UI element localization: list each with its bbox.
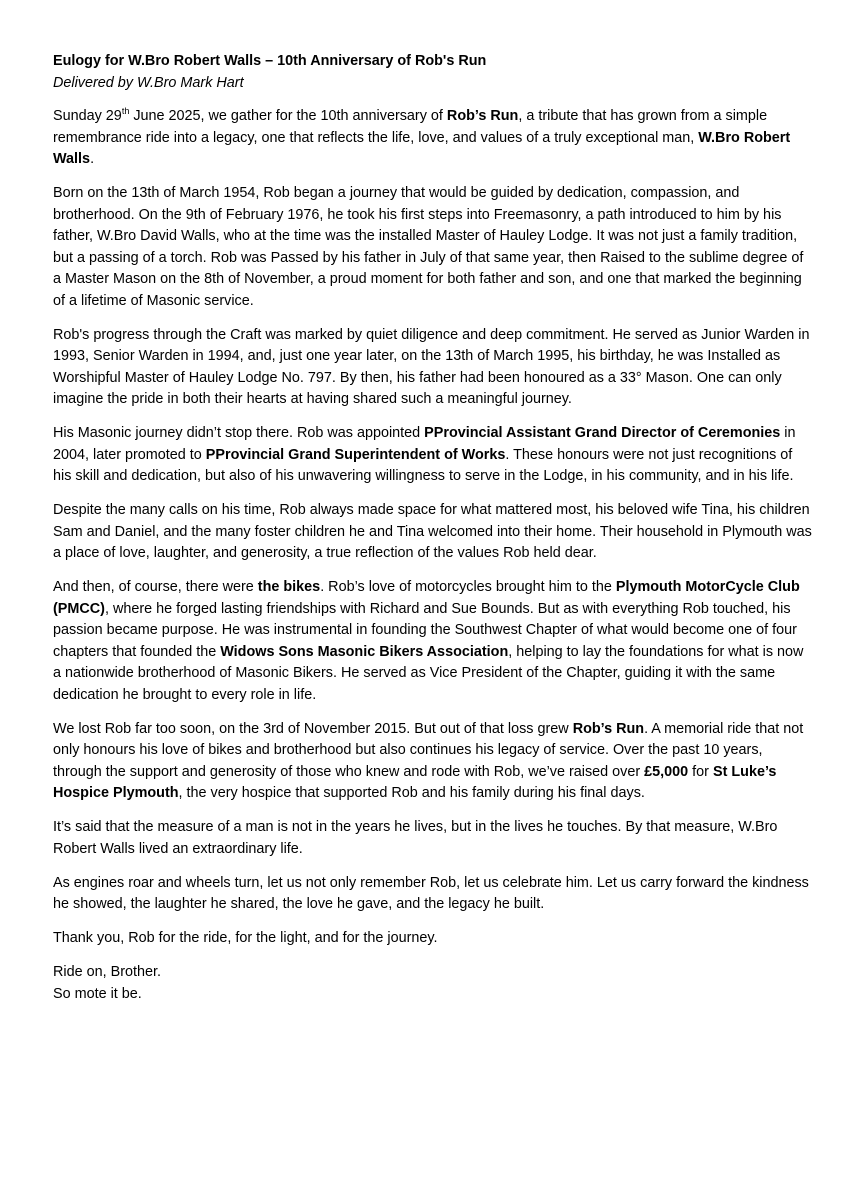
paragraph-measure: It’s said that the measure of a man is not in the years he lives, but in the lives he touches. By that measure, W.Bro Robert Walls lived an extraordinary life. [53, 819, 778, 857]
bikes-bold-widows-sons: Widows Sons Masonic Bikers Association [220, 643, 509, 660]
bikes-text-c: , where he forged lasting friendships with Richard and Sue Bounds. But as with everything Rob touched, his passion became purpose. He was instrumental in founding the Southwest Chapter of what would become one of four chapters that founded the [53, 600, 797, 660]
closing-line-1: Ride on, Brother. [53, 964, 161, 980]
honours-text-b: in 2004, later promoted to [53, 425, 796, 463]
honours-bold-director: PProvincial Assistant Grand Director of Ceremonies [424, 425, 781, 441]
intro-superscript: th [121, 106, 130, 117]
bikes-text-d: , helping to lay the foundations for what is now a nationwide brotherhood of Masonic Bikers. He served as Vice President of the Chapter, guiding it with the same dedication he brought to every role in life. [53, 643, 804, 703]
eulogy-document [53, 51, 813, 1005]
bikes-bold-pmcc: Plymouth MotorCycle Club (PMCC) [53, 579, 800, 617]
paragraph-family: Despite the many calls on his time, Rob always made space for what mattered most, his beloved wife Tina, his children Sam and Daniel, and the many foster children he and Tina welcomed into their home. Their household in Plymouth was a place of love, laughter, and generosity, a true reflection of the values Rob held dear. [53, 502, 812, 561]
honours-text-a: His Masonic journey didn’t stop there. Rob was appointed [53, 425, 425, 441]
intro-bold-robs-run: Rob’s Run [446, 108, 519, 124]
run-text-a: We lost Rob far too soon, on the 3rd of November 2015. But out of that loss grew [53, 720, 573, 737]
intro-text-a: Sunday 29 [53, 108, 122, 124]
honours-bold-superintendent: PProvincial Grand Superintendent of Works [205, 446, 506, 463]
paragraph-celebrate: As engines roar and wheels turn, let us not only remember Rob, let us celebrate him. Let us carry forward the kindness he showed, the laughter he shared, the love he gave, and the legacy he built. [53, 874, 809, 912]
bikes-text-b: . Rob’s love of motorcycles brought him to the [320, 579, 616, 595]
document-subtitle: Delivered by W.Bro Mark Hart [53, 74, 244, 91]
run-text-c: for [688, 763, 713, 780]
run-bold-hospice: St Luke’s Hospice Plymouth [53, 763, 777, 801]
run-text-d: , the very hospice that supported Rob and his family during his final days. [178, 785, 645, 801]
intro-text-c: , a tribute that has grown from a simple remembrance ride into a legacy, one that reflects the life, love, and values of a truly exceptional man, [53, 108, 768, 146]
paragraph-craft-progress: Rob's progress through the Craft was marked by quiet diligence and deep commitment. He served as Junior Warden in 1993, Senior Warden in 1994, and, just one year later, on the 13th of March 1995, his birthday, he was Installed as Worshipful Master of Hauley Lodge No. 797. By then, his father had been honoured as a 33° Mason. One can only imagine the pride in both their hearts at having shared such a meaningful journey. [53, 326, 810, 407]
paragraph-robs-run [53, 719, 813, 805]
intro-text-d: . [90, 151, 95, 167]
paragraph-thanks: Thank you, Rob for the ride, for the light, and for the journey. [53, 930, 438, 946]
run-text-b: . A memorial ride that not only honours his love of bikes and brotherhood but also continues his legacy of service. Over the past 10 years, through the support and generosity of those who knew and rode with Rob, we’ve raised over [53, 720, 804, 780]
intro-text-b: June 2025, we gather for the 10th anniversary of [129, 108, 447, 124]
paragraph-bikes [53, 577, 813, 706]
paragraph-intro [53, 106, 813, 171]
honours-text-c: . These honours were not just recognitions of his skill and dedication, but also of his unwavering willingness to serve in the Lodge, in his community, and in his life. [53, 446, 794, 484]
bikes-text-a: And then, of course, there were [53, 579, 258, 595]
paragraph-early-life: Born on the 13th of March 1954, Rob began a journey that would be guided by dedication, compassion, and brotherhood. On the 9th of February 1976, he took his first steps into Freemasonry, a path introduced to him by his father, W.Bro David Walls, who at the time was the installed Master of Hauley Lodge. It was not just a family tradition, but a passing of a torch. Rob was Passed by his father in July of that same year, then Raised to the sublime degree of a Master Mason on the 8th of November, a proud moment for both father and son, and one that marked the beginning of a lifetime of Masonic service. [53, 185, 804, 309]
document-title: Eulogy for W.Bro Robert Walls – 10th Anniversary of Rob's Run [53, 53, 487, 69]
paragraph-honours [53, 423, 813, 488]
run-bold-robs-run: Rob’s Run [572, 720, 645, 737]
run-bold-amount: £5,000 [644, 763, 689, 780]
closing-line-2: So mote it be. [53, 985, 142, 1002]
bikes-bold-the-bikes: the bikes [257, 579, 321, 595]
intro-bold-name: W.Bro Robert Walls [53, 129, 791, 167]
